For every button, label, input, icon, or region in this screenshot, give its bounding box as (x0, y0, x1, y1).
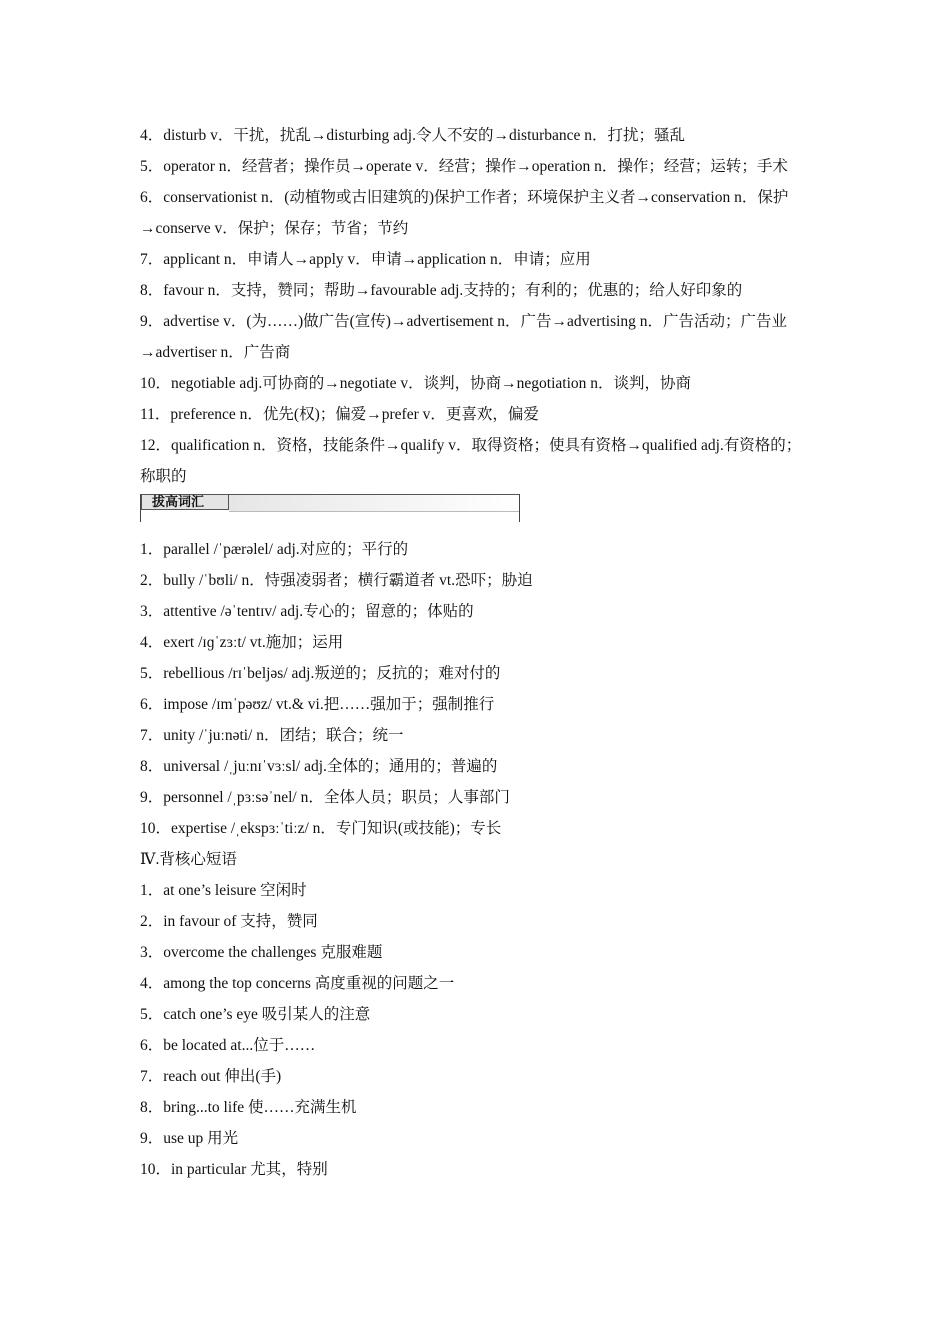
list-item: 8．favour n．支持，赞同；帮助→favourable adj.支持的；有利的；优惠的；给人好印象的 (140, 282, 743, 299)
advanced-vocabulary-list (140, 534, 812, 844)
list-item: 4．disturb v．干扰，扰乱→disturbing adj.令人不安的→disturbance n．打扰；骚乱 (140, 127, 686, 144)
list-item: 4．among the top concerns 高度重视的问题之一 (140, 975, 455, 992)
list-item: 7．unity /ˈjuːnəti/ n．团结；联合；统一 (140, 727, 404, 744)
list-item: 8．universal /ˌjuːnɪˈvɜːsl/ adj.全体的；通用的；普遍的 (140, 758, 498, 775)
list-item: 10．expertise /ˌekspɜːˈtiːz/ n．专门知识(或技能)；专长 (140, 820, 502, 837)
list-item: 9．use up 用光 (140, 1130, 239, 1147)
list-item: 6．conservationist n．(动植物或古旧建筑的)保护工作者；环境保护主义者→conservation n．保护→conserve v．保护；保存；节省；节约 (140, 189, 789, 237)
document-page (140, 120, 812, 1185)
list-item: 1．parallel /ˈpærəlel/ adj.对应的；平行的 (140, 541, 409, 558)
section-tag-rule (229, 494, 519, 512)
list-item: 11．preference n．优先(权)；偏爱→prefer v．更喜欢，偏爱 (140, 406, 539, 423)
word-derivation-list (140, 120, 812, 492)
list-item: 10．negotiable adj.可协商的→negotiate v．谈判，协商→negotiation n．谈判，协商 (140, 375, 692, 392)
list-item: 9．personnel /ˌpɜːsəˈnel/ n．全体人员；职员；人事部门 (140, 789, 510, 806)
list-item: 3．overcome the challenges 克服难题 (140, 944, 383, 961)
list-item: 4．exert /ɪɡˈzɜːt/ vt.施加；运用 (140, 634, 344, 651)
list-item: 6．impose /ɪmˈpəʊz/ vt.& vi.把……强加于；强制推行 (140, 696, 495, 713)
list-item: 5．rebellious /rɪˈbeljəs/ adj.叛逆的；反抗的；难对付的 (140, 665, 501, 682)
section-tag (140, 494, 520, 522)
section-tag-label: 拔高词汇 (141, 494, 229, 510)
list-item: 5．catch one’s eye 吸引某人的注意 (140, 1006, 371, 1023)
list-item: 2．bully /ˈbʊli/ n．恃强凌弱者；横行霸道者 vt.恐吓；胁迫 (140, 572, 533, 589)
list-item: 5．operator n．经营者；操作员→operate v．经营；操作→operation n．操作；经营；运转；手术 (140, 158, 788, 175)
phrase-list (140, 875, 812, 1185)
list-item: 12．qualification n．资格，技能条件→qualify v．取得资格；使具有资格→qualified adj.有资格的；称职的 (140, 437, 802, 485)
section-heading: Ⅳ.背核心短语 (140, 851, 237, 868)
list-item: 10．in particular 尤其，特别 (140, 1161, 328, 1178)
list-item: 8．bring...to life 使……充满生机 (140, 1099, 357, 1116)
list-item: 7．reach out 伸出(手) (140, 1068, 282, 1085)
list-item: 9．advertise v．(为……)做广告(宣传)→advertisement n．广告→advertising n．广告活动；广告业→advertiser n．广告商 (140, 313, 788, 361)
list-item: 1．at one’s leisure 空闲时 (140, 882, 307, 899)
list-item: 6．be located at...位于…… (140, 1037, 316, 1054)
list-item: 2．in favour of 支持，赞同 (140, 913, 318, 930)
list-item: 3．attentive /əˈtentɪv/ adj.专心的；留意的；体贴的 (140, 603, 474, 620)
list-item: 7．applicant n．申请人→apply v．申请→application n．申请；应用 (140, 251, 591, 268)
